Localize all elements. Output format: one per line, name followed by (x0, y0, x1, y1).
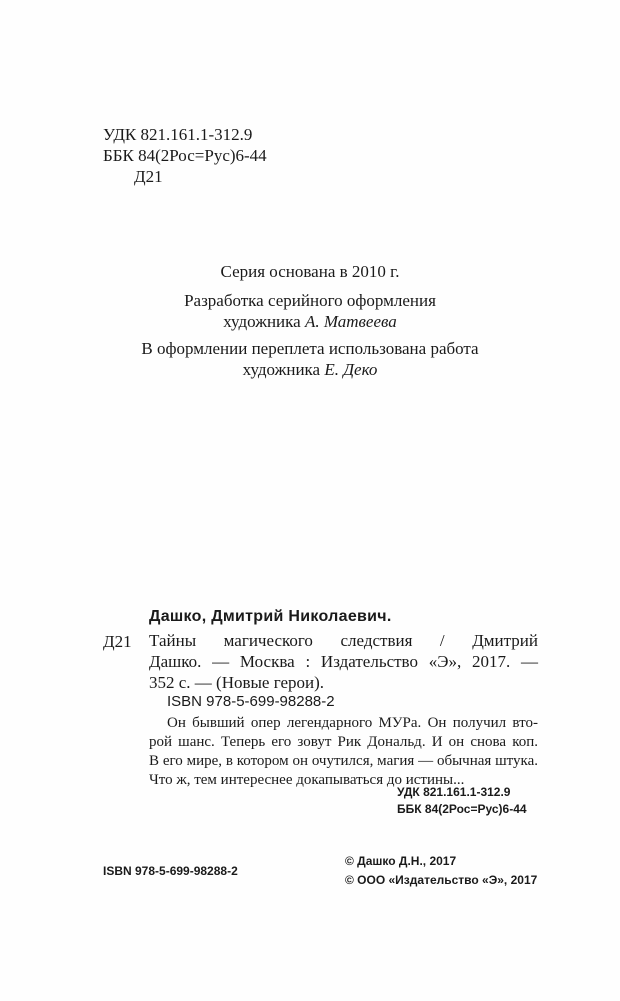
catalog-author: Дашко, Дмитрий Николаевич. (149, 608, 392, 625)
bbk-code: ББК 84(2Рос=Рус)6-44 (103, 146, 267, 165)
design-credit (0, 290, 620, 332)
udk-code: УДК 821.161.1-312.9 (103, 125, 253, 144)
catalog-description (149, 630, 538, 693)
catalog-code: Д21 (103, 632, 132, 651)
cover-artist-name: Е. Деко (324, 360, 378, 379)
copyright-publisher: © ООО «Издательство «Э», 2017 (345, 873, 538, 887)
design-artist-prefix: художника (223, 312, 301, 331)
design-artist-line (0, 311, 620, 332)
annotation-line: В его мире, в котором он очутился, магия — обычная штука. (149, 753, 538, 769)
footer-isbn: ISBN 978-5-699-98288-2 (103, 864, 238, 878)
series-note: Серия основана в 2010 г. (220, 262, 400, 281)
cover-artist-line (0, 359, 620, 380)
annotation-line: рой шанс. Теперь его зовут Рик Дональд. И он снова коп. (149, 734, 538, 750)
copyright-author: © Дашко Д.Н., 2017 (345, 854, 457, 868)
cover-artist-prefix: художника (242, 360, 321, 379)
bbk-code-bottom: ББК 84(2Рос=Рус)6-44 (397, 802, 527, 816)
annotation (149, 714, 538, 790)
catalog-line: Дашко. — Москва : Издательство «Э», 2017. — (149, 652, 538, 671)
bottom-classification (397, 784, 527, 818)
catalog-isbn: ISBN 978-5-699-98288-2 (167, 693, 335, 710)
copyright-notices (345, 852, 537, 890)
cover-credit-line: В оформлении переплета использована работа (141, 339, 479, 358)
annotation-line: Он бывший опер легендарного МУРа. Он получил вто- (167, 715, 538, 731)
udk-code-bottom: УДК 821.161.1-312.9 (397, 785, 511, 799)
catalog-line: 352 с. — (Новые герои). (149, 673, 325, 692)
author-mark: Д21 (134, 167, 163, 186)
design-artist-name: А. Матвеева (304, 312, 397, 331)
annotation-line: Что ж, тем интереснее докапываться до истины... (149, 772, 465, 788)
top-classification (103, 124, 267, 187)
design-credit-line: Разработка серийного оформления (184, 291, 436, 310)
catalog-line: Тайны магического следствия / Дмитрий (149, 631, 538, 650)
cover-credit (0, 338, 620, 380)
